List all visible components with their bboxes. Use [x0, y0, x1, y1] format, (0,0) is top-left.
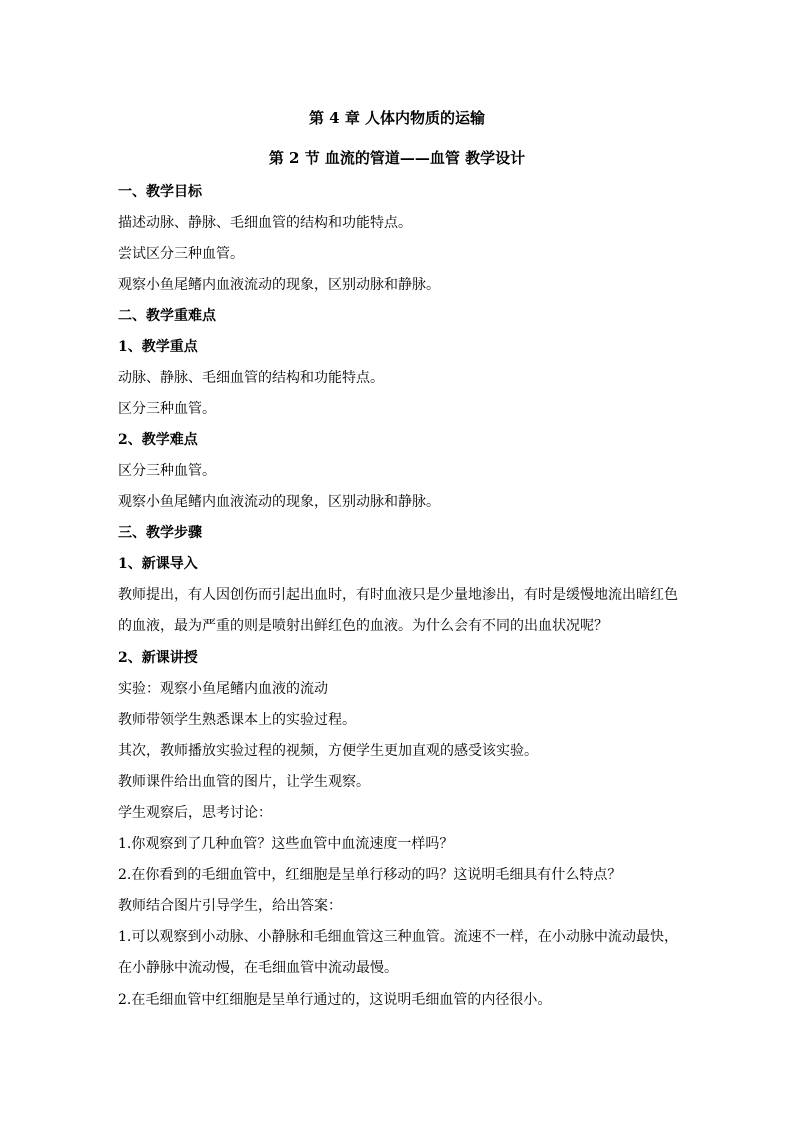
heading-key-points: 二、教学重难点 — [118, 308, 216, 324]
question-2: 2.在你看到的毛细血管中，红细胞是呈单行移动的吗？这说明毛细具有什么特点？ — [118, 867, 622, 883]
subheading-focus: 1、教学重点 — [118, 339, 198, 355]
chapter-title: 第 4 章 人体内物质的运输 — [308, 109, 486, 127]
answer-intro: 教师结合图片引导学生，给出答案： — [118, 898, 342, 914]
objective-3: 观察小鱼尾鳍内血液流动的现象，区别动脉和静脉。 — [118, 277, 440, 293]
experiment-title: 实验：观察小鱼尾鳍内血液的流动 — [118, 681, 328, 697]
heading-objectives: 一、教学目标 — [118, 184, 202, 200]
difficulty-item-1: 区分三种血管。 — [118, 463, 216, 479]
intro-paragraph: 教师提出，有人因创伤而引起出血时，有时血液只是少量地渗出，有时是缓慢地流出暗红色的血液，最为严重的则是喷射出鲜红色的血液。为什么会有不同的出血状况呢？ — [118, 587, 678, 634]
focus-item-2: 区分三种血管。 — [118, 401, 216, 417]
objective-2: 尝试区分三种血管。 — [118, 246, 244, 262]
subheading-difficulty: 2、教学难点 — [118, 432, 198, 448]
lesson-line-4: 学生观察后，思考讨论： — [118, 805, 272, 821]
lesson-line-2: 其次，教师播放实验过程的视频，方便学生更加直观的感受该实验。 — [118, 743, 538, 759]
question-1: 1.你观察到了几种血管？这些血管中血流速度一样吗？ — [118, 836, 454, 852]
difficulty-item-2: 观察小鱼尾鳍内血液流动的现象，区别动脉和静脉。 — [118, 494, 440, 510]
subheading-intro: 1、新课导入 — [118, 556, 198, 572]
subheading-new-lesson: 2、新课讲授 — [118, 650, 198, 666]
lesson-line-1: 教师带领学生熟悉课本上的实验过程。 — [118, 712, 356, 728]
document-body — [118, 182, 678, 1021]
heading-steps: 三、教学步骤 — [118, 525, 202, 541]
section-title: 第 2 节 血流的管道——血管 教学设计 — [268, 149, 526, 167]
lesson-line-3: 教师课件给出血管的图片，让学生观察。 — [118, 774, 370, 790]
focus-item-1: 动脉、静脉、毛细血管的结构和功能特点。 — [118, 370, 384, 386]
answer-2: 2.在毛细血管中红细胞是呈单行通过的，这说明毛细血管的内径很小。 — [118, 992, 552, 1008]
objective-1: 描述动脉、静脉、毛细血管的结构和功能特点。 — [118, 215, 412, 231]
answer-paragraph: 1.可以观察到小动脉、小静脉和毛细血管这三种血管。流速不一样，在小动脉中流动最快，在小静脉中流动慢，在毛细血管中流动最慢。 — [118, 929, 678, 976]
